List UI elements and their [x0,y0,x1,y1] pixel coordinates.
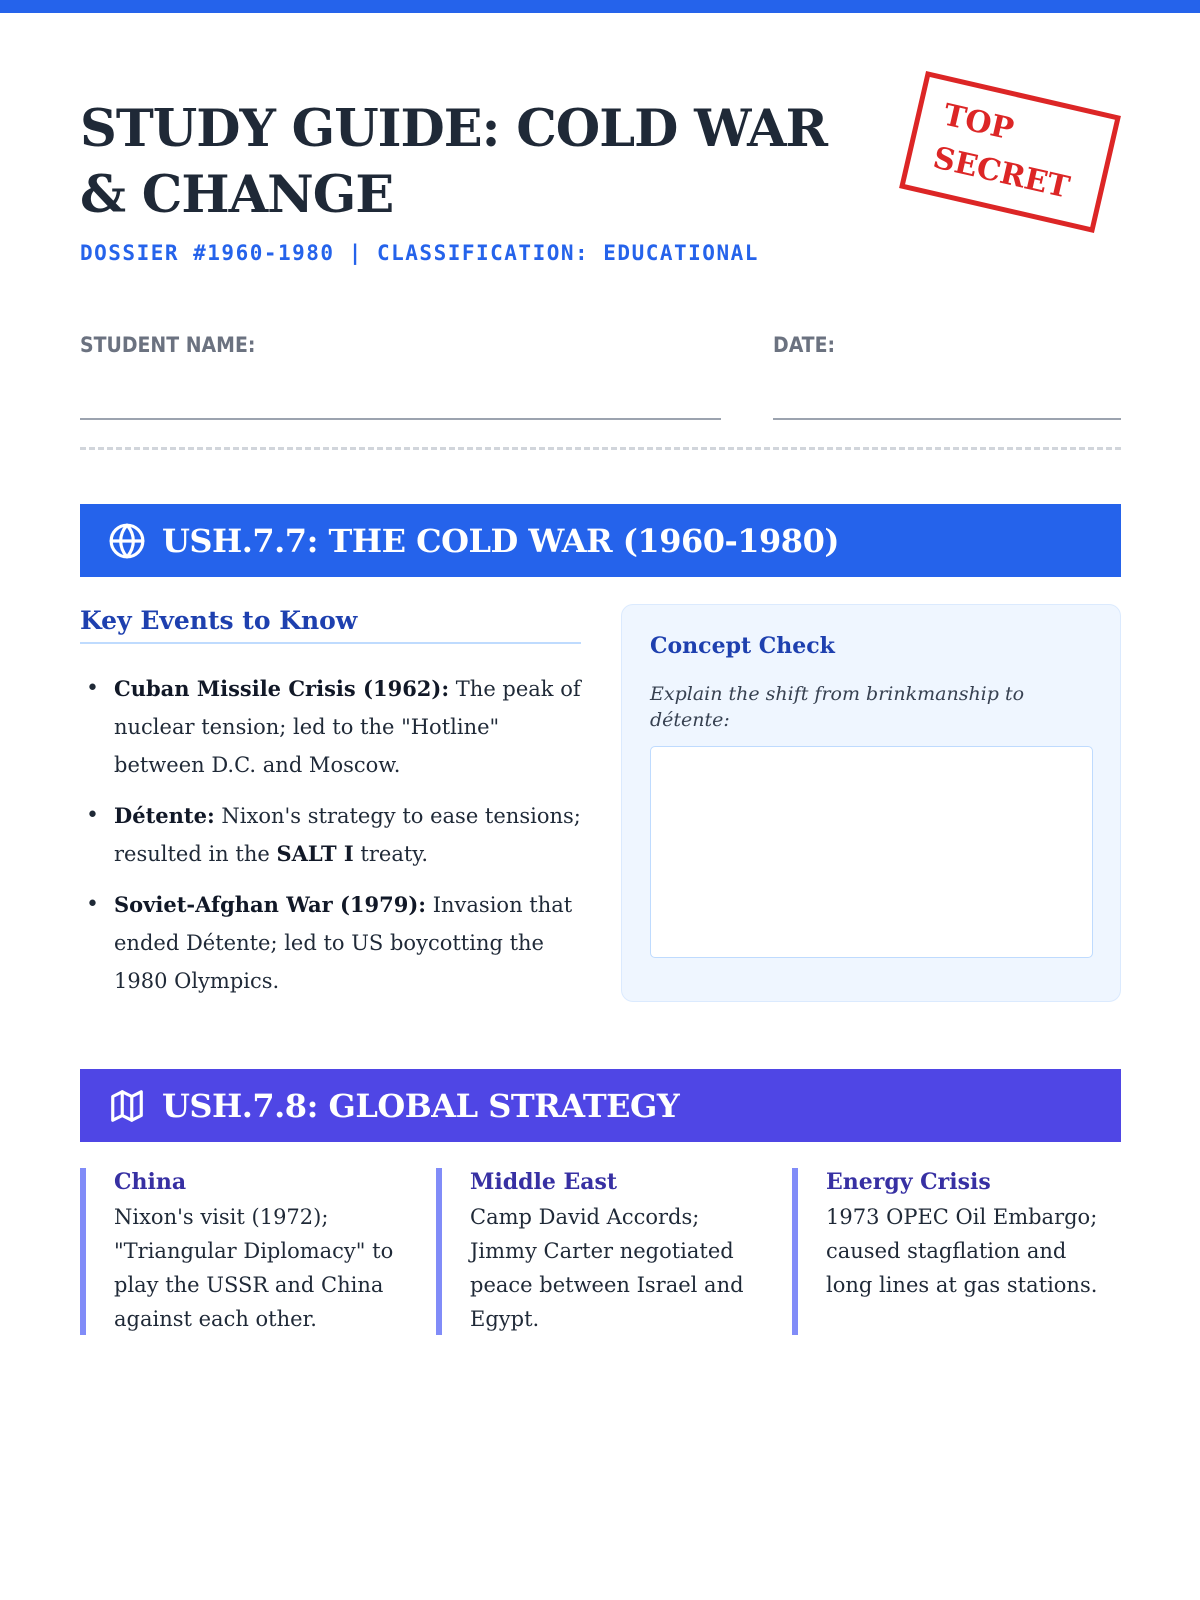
map-icon [108,1087,146,1125]
strategy-text: Nixon's visit (1972); "Triangular Diplomacy" to play the USSR and China against each other. [114,1205,394,1331]
strategy-text: 1973 OPEC Oil Embargo; caused stagflation and long lines at gas stations. [826,1205,1098,1297]
date-field[interactable] [773,418,1121,420]
strategy-title: Energy Crisis [826,1169,991,1195]
strategy-card-china [80,1168,396,1335]
section-title: USH.7.8: GLOBAL STRATEGY [162,1086,680,1125]
date-label: DATE: [773,333,836,357]
top-accent-bar [0,0,1200,13]
event-description: Nixon's strategy to ease tensions; resulted in the [114,804,581,866]
student-name-field[interactable] [80,418,721,420]
strategy-card-middle-east [436,1168,752,1335]
concept-check-card [621,604,1121,1002]
event-emphasis: SALT I [276,841,354,866]
key-events-heading: Key Events to Know [80,606,581,644]
concept-check-title: Concept Check [650,633,835,659]
globe-icon [108,522,146,560]
strategy-title: China [114,1169,187,1195]
dossier-subtitle: DOSSIER #1960-1980 | CLASSIFICATION: EDUCATIONAL [80,241,759,265]
list-item [114,886,586,1000]
event-description: Invasion that ended Détente; led to US boycotting the 1980 Olympics. [114,893,573,993]
list-item [114,670,586,784]
key-events-list [80,670,586,1013]
strategy-text: Camp David Accords; Jimmy Carter negotiated peace between Israel and Egypt. [470,1205,744,1331]
event-term: Cuban Missile Crisis (1962): [114,676,450,701]
stamp-line-1: TOP [939,97,1017,148]
event-term: Soviet-Afghan War (1979): [114,892,427,917]
concept-answer-box[interactable] [650,746,1093,958]
stamp-line-2: SECRET [929,140,1073,206]
dashed-divider [80,447,1121,450]
student-name-label: STUDENT NAME: [80,333,256,357]
event-description: The peak of nuclear tension; led to the "Hotline" between D.C. and Moscow. [114,677,581,777]
page-title: STUDY GUIDE: COLD WAR & CHANGE [80,99,828,225]
list-item [114,797,586,873]
event-description-end: treaty. [353,842,429,866]
section-header-cold-war [80,504,1121,577]
section-title: USH.7.7: THE COLD WAR (1960-1980) [162,521,839,560]
concept-check-prompt: Explain the shift from brinkmanship to détente: [650,683,1025,731]
top-secret-stamp [899,71,1121,233]
strategy-card-energy-crisis [792,1168,1108,1335]
section-header-global-strategy [80,1069,1121,1142]
event-term: Détente: [114,803,215,828]
strategy-title: Middle East [470,1169,618,1195]
